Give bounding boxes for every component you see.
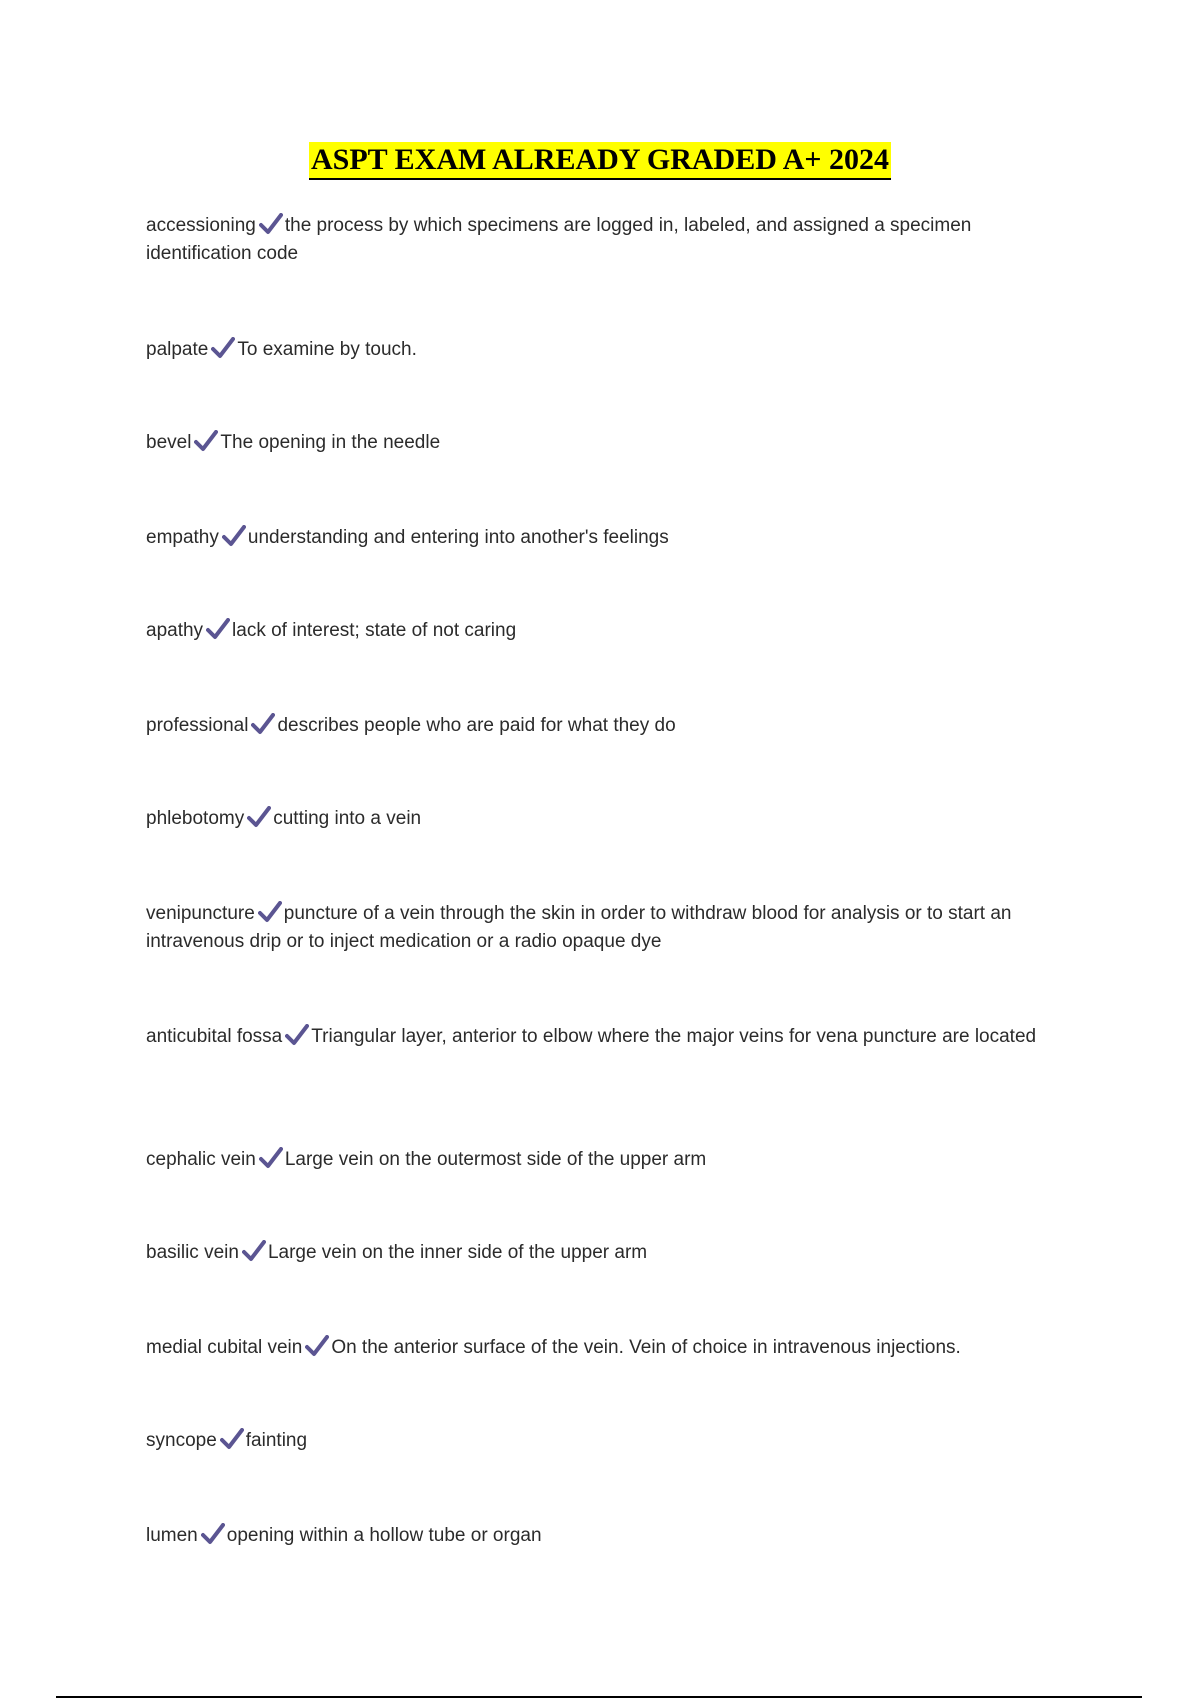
entry-empathy <box>146 524 1046 552</box>
entry-syncope <box>146 1427 1046 1455</box>
entry-term: professional <box>146 715 249 736</box>
entry-term: empathy <box>146 527 219 548</box>
entry-definition: Triangular layer, anterior to elbow where the major veins for vena puncture are located <box>311 1026 1037 1047</box>
check-icon <box>247 806 271 828</box>
entry-term: cephalic vein <box>146 1149 256 1170</box>
check-icon <box>194 430 218 452</box>
entry-term: palpate <box>146 339 209 360</box>
entry-term: syncope <box>146 1430 217 1451</box>
entry-venipuncture <box>146 900 1046 956</box>
check-icon <box>220 1428 244 1450</box>
check-icon <box>251 713 275 735</box>
check-icon <box>285 1024 309 1046</box>
entry-basilic-vein <box>146 1239 1046 1267</box>
entry-definition: On the anterior surface of the vein. Vein of choice in intravenous injections. <box>331 1337 961 1358</box>
entry-definition: understanding and entering into another's feelings <box>247 527 669 548</box>
entry-phlebotomy <box>146 805 1046 833</box>
check-icon <box>242 1240 266 1262</box>
entry-term: medial cubital vein <box>146 1337 303 1358</box>
entry-term: apathy <box>146 620 204 641</box>
entry-definition: To examine by touch. <box>237 339 417 360</box>
entry-definition: The opening in the needle <box>220 432 441 453</box>
entry-anticubital-fossa <box>146 1023 1046 1051</box>
entry-cephalic-vein <box>146 1146 1046 1174</box>
entry-palpate <box>146 336 1046 364</box>
entry-medial-cubital-vein <box>146 1334 1046 1362</box>
entry-definition: Large vein on the inner side of the upper arm <box>267 1242 648 1263</box>
entry-apathy <box>146 617 1046 645</box>
entry-definition: lack of interest; state of not caring <box>232 620 517 641</box>
entry-term: venipuncture <box>146 903 255 924</box>
page-title: ASPT EXAM ALREADY GRADED A+ 2024 <box>309 142 891 180</box>
entry-term: bevel <box>146 432 192 453</box>
check-icon <box>211 337 235 359</box>
entry-definition: opening within a hollow tube or organ <box>226 1525 542 1546</box>
page-title-container <box>0 142 1200 180</box>
entry-accessioning <box>146 212 1046 268</box>
check-icon <box>222 525 246 547</box>
entry-term: lumen <box>146 1525 198 1546</box>
check-icon <box>258 901 282 923</box>
check-icon <box>305 1335 329 1357</box>
entry-term: accessioning <box>146 215 256 236</box>
entry-definition: cutting into a vein <box>273 808 422 829</box>
check-icon <box>259 213 283 235</box>
check-icon <box>259 1147 283 1169</box>
check-icon <box>201 1523 225 1545</box>
entry-definition: fainting <box>245 1430 308 1451</box>
entry-definition: describes people who are paid for what they do <box>277 715 676 736</box>
entry-definition: the process by which specimens are logged in, labeled, and assigned a specimen identification code <box>146 215 972 264</box>
entry-term: phlebotomy <box>146 808 245 829</box>
page-bottom-rule <box>56 1696 1142 1698</box>
check-icon <box>206 618 230 640</box>
entry-term: anticubital fossa <box>146 1026 283 1047</box>
entry-definition: puncture of a vein through the skin in order to withdraw blood for analysis or to start an intravenous drip or to inject medication or a radio opaque dye <box>146 903 1012 952</box>
entry-definition: Large vein on the outermost side of the upper arm <box>284 1149 707 1170</box>
entry-term: basilic vein <box>146 1242 239 1263</box>
entry-lumen <box>146 1522 1046 1550</box>
entry-professional <box>146 712 1046 740</box>
entry-bevel <box>146 429 1046 457</box>
